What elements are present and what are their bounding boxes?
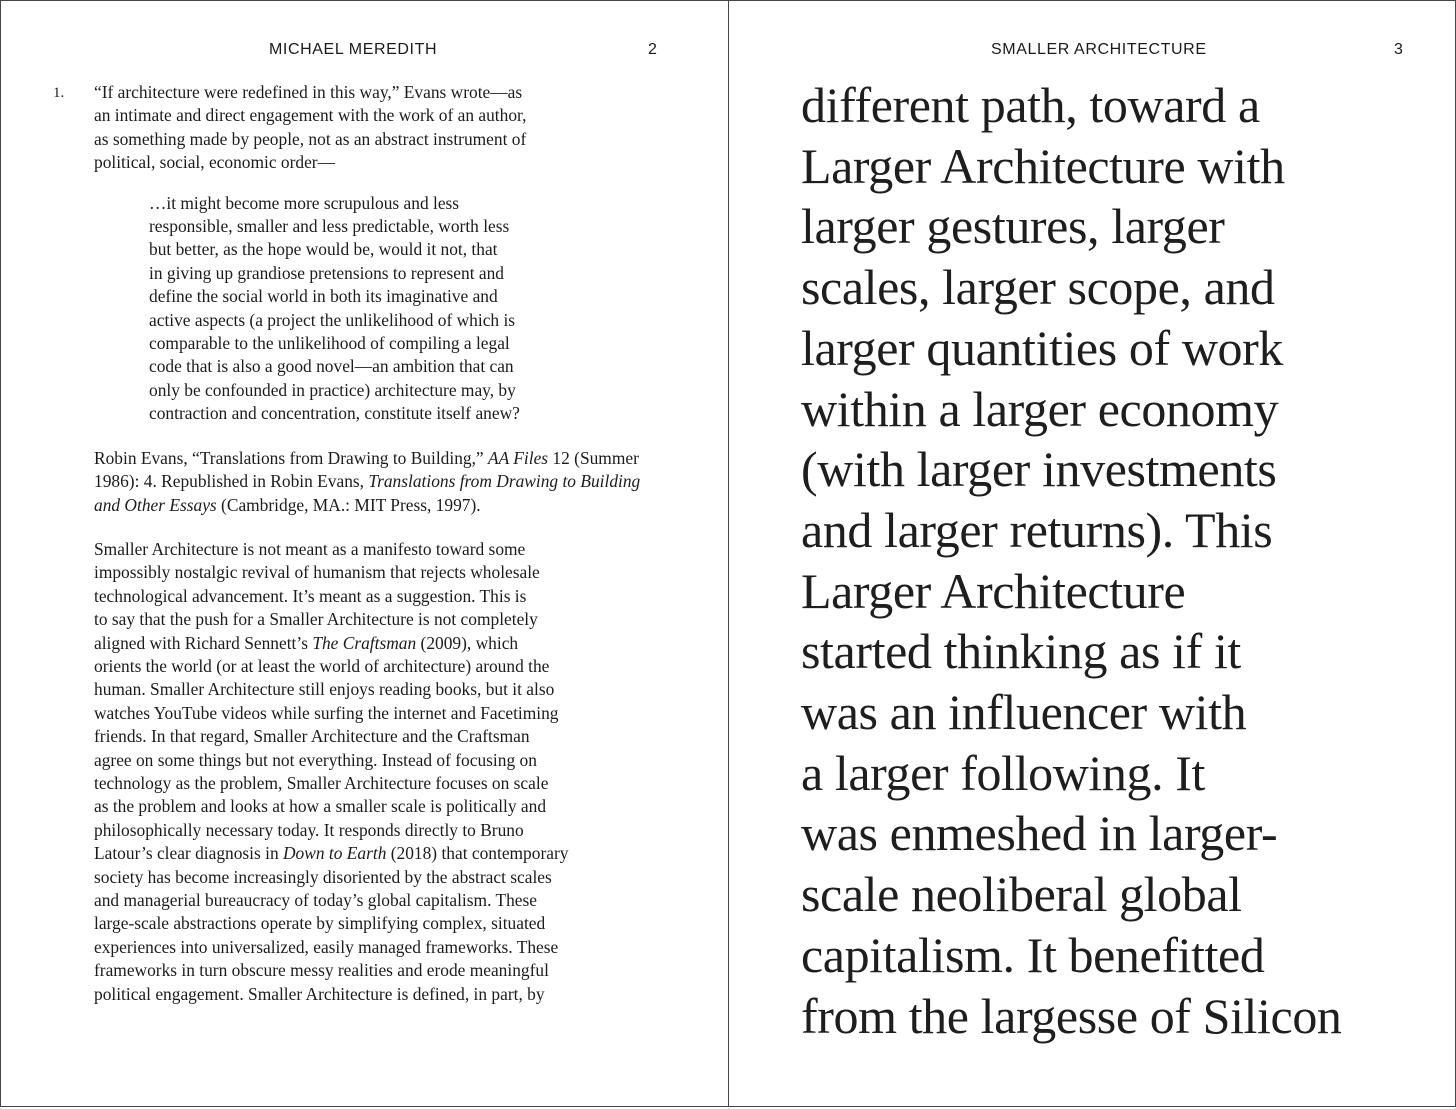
- large-line: different path, toward a: [801, 77, 1260, 133]
- intro-line: an intimate and direct engagement with the work of an author,: [94, 105, 527, 126]
- large-line: scales, larger scope, and: [801, 259, 1275, 316]
- body-line: society has become increasingly disoriented by the abstract scales: [94, 866, 552, 887]
- right-page: [728, 0, 1456, 1107]
- body-line: agree on some things but not everything. Instead of focusing on: [94, 749, 537, 770]
- body-line: technology as the problem, Smaller Architecture focuses on scale: [94, 772, 549, 793]
- body-text: (2009), which: [416, 632, 519, 653]
- large-paragraph: [801, 75, 1441, 1046]
- body-line: [94, 632, 654, 655]
- large-text-block: [801, 75, 1441, 1046]
- left-page: [0, 0, 729, 1107]
- body-line: frameworks in turn obscure messy realities and erode meaningful: [94, 960, 549, 981]
- large-line: started thinking as if it: [801, 623, 1241, 680]
- body-text: (2018) that contemporary: [386, 843, 569, 864]
- body-line: experiences into universalized, easily managed frameworks. These: [94, 936, 559, 957]
- body-line: impossibly nostalgic revival of humanism that rejects wholesale: [94, 562, 540, 583]
- quote-line: responsible, smaller and less predictable, worth less: [149, 216, 510, 237]
- footnote-number: 1.: [53, 85, 65, 101]
- footnote-intro: [94, 81, 654, 175]
- citation-text: Robin Evans, “Translations from Drawing to Building,”: [94, 447, 488, 468]
- block-quote: [149, 192, 599, 426]
- body-line: as the problem and looks at how a smaller scale is politically and: [94, 796, 547, 817]
- body-line: large-scale abstractions operate by simplifying complex, situated: [94, 913, 546, 934]
- body-line: human. Smaller Architecture still enjoys reading books, but it also: [94, 679, 555, 700]
- intro-line: “If architecture were redefined in this way,” Evans wrote—as: [94, 82, 523, 102]
- body-line: philosophically necessary today. It responds directly to Bruno: [94, 819, 524, 840]
- quote-line: code that is also a good novel—an ambition that can: [149, 356, 514, 377]
- body-line: technological advancement. It’s meant as a suggestion. This is: [94, 585, 527, 606]
- large-line: from the largesse of Silicon: [801, 987, 1342, 1044]
- citation-text: (Cambridge, MA.: MIT Press, 1997).: [216, 494, 481, 515]
- quote-line: in giving up grandiose pretensions to represent and: [149, 262, 504, 283]
- book-title: Down to Earth: [283, 843, 387, 864]
- large-line: within a larger economy: [801, 380, 1279, 437]
- large-line: Larger Architecture: [801, 562, 1186, 619]
- body-line: Smaller Architecture is not meant as a manifesto toward some: [94, 538, 526, 559]
- quote-line: define the social world in both its imaginative and: [149, 286, 498, 307]
- large-line: was an influencer with: [801, 684, 1247, 741]
- body-line: friends. In that regard, Smaller Architecture and the Craftsman: [94, 726, 530, 747]
- body-line: political engagement. Smaller Architecture is defined, in part, by: [94, 983, 545, 1004]
- citation-book-title: Translations from Drawing to Building and Other Essays: [94, 471, 641, 515]
- body-line: to say that the push for a Smaller Architecture is not completely: [94, 609, 538, 630]
- citation-text: 12 (Summer 1986): 4. Republished in Robin Evans,: [94, 447, 639, 492]
- body-text: Latour’s clear diagnosis in: [94, 843, 283, 864]
- large-line: Larger Architecture with: [801, 137, 1285, 194]
- body-line: orients the world (or at least the world of architecture) around the: [94, 655, 550, 676]
- body-line: watches YouTube videos while surfing the internet and Facetiming: [94, 702, 559, 723]
- large-line: capitalism. It benefitted: [801, 926, 1265, 983]
- intro-line: political, social, economic order—: [94, 152, 335, 173]
- body-line: [94, 842, 654, 865]
- left-page-text: [94, 81, 654, 1006]
- quote-line: …it might become more scrupulous and less: [149, 192, 460, 213]
- right-page-number: 3: [1394, 41, 1403, 58]
- intro-line: as something made by people, not as an abstract instrument of: [94, 128, 527, 149]
- body-text: aligned with Richard Sennett’s: [94, 632, 313, 653]
- quote-line: but better, as the hope would be, would it not, that: [149, 239, 498, 260]
- large-line: and larger returns). This: [801, 501, 1273, 558]
- citation: [94, 447, 654, 517]
- body-paragraph: [94, 538, 654, 1006]
- citation-journal: AA Files: [488, 447, 549, 468]
- body-line: and managerial bureaucracy of today’s global capitalism. These: [94, 890, 537, 910]
- quote-line: comparable to the unlikelihood of compiling a legal: [149, 333, 510, 354]
- left-page-number: 2: [648, 41, 657, 58]
- large-line: larger quantities of work: [801, 319, 1283, 376]
- quote-line: only be confounded in practice) architecture may, by: [149, 379, 516, 400]
- large-line: scale neoliberal global: [801, 866, 1242, 923]
- large-line: (with larger investments: [801, 441, 1277, 498]
- large-line: larger gestures, larger: [801, 198, 1225, 255]
- large-line: was enmeshed in larger-: [801, 805, 1278, 862]
- right-running-head: SMALLER ARCHITECTURE: [991, 41, 1207, 58]
- left-running-head: MICHAEL MEREDITH: [269, 41, 438, 58]
- book-title: The Craftsman: [312, 632, 417, 653]
- quote-line: contraction and concentration, constitute itself anew?: [149, 403, 520, 424]
- large-line: a larger following. It: [801, 744, 1206, 801]
- quote-line: active aspects (a project the unlikelihood of which is: [149, 309, 516, 330]
